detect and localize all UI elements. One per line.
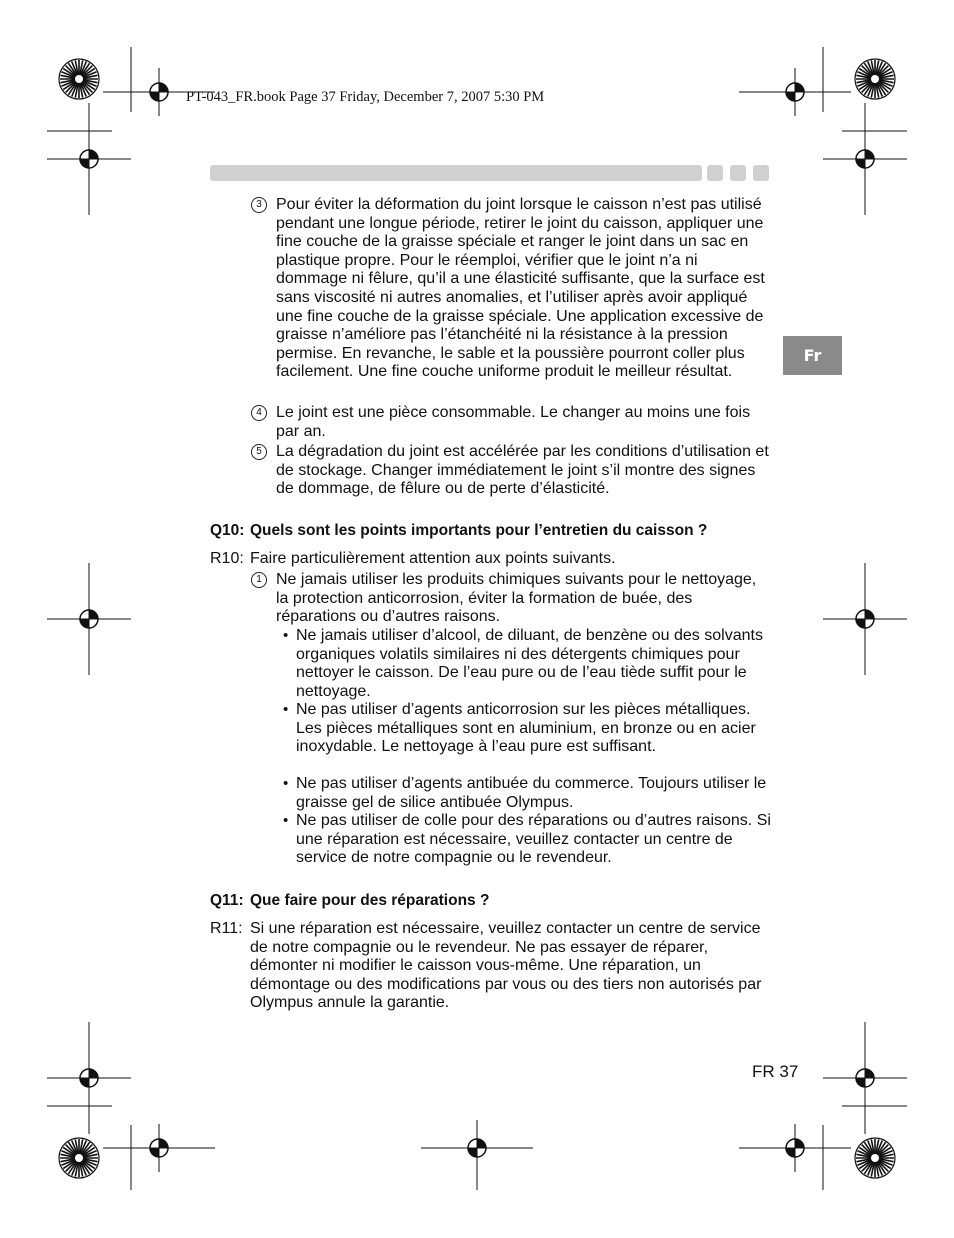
- answer-label: R11:: [210, 920, 243, 937]
- answer-text: Si une réparation est nécessaire, veuillez contacter un centre de service de notre compagnie ou le revendeur. Ne pas essayer de réparer, démonter ni modifier le caisson vous-même. Une réparation, un démontage ou des modifications par vous ou des tiers non autorisés par Olympus annule la garantie.: [250, 920, 762, 1012]
- question-label: Q11:: [210, 892, 244, 909]
- item-number: 4: [251, 405, 267, 421]
- question-q10: [210, 522, 707, 540]
- bullet-text: Ne jamais utiliser d’alcool, de diluant, de benzène ou des solvants organiques volatils similaires ni des détergents chimiques pour nettoyer le caisson. De l’eau pure ou de l’eau tiède suffit pour le nettoyage.: [296, 627, 763, 700]
- section-square: [707, 165, 723, 181]
- item-text: La dégradation du joint est accélérée par les conditions d’utilisation et de stockage. Changer immédiatement le joint s’il montre des signes de dommage, de fêlure ou de perte d’élasticité.: [276, 443, 769, 498]
- question-text: Quels sont les points importants pour l’entretien du caisson ?: [250, 522, 708, 539]
- answer-label: R10:: [210, 550, 244, 567]
- question-text: Que faire pour des réparations ?: [250, 892, 490, 909]
- bullet: •: [283, 627, 289, 644]
- item-text: Le joint est une pièce consommable. Le changer au moins une fois par an.: [276, 404, 751, 440]
- bullet: •: [283, 701, 289, 718]
- answer-intro: Faire particulièrement attention aux points suivants.: [250, 550, 616, 567]
- item-text: Ne jamais utiliser les produits chimiques suivants pour le nettoyage, la protection anticorrosion, éviter la formation de buée, des réparations ou d’autres raisons.: [276, 571, 757, 626]
- section-square: [730, 165, 746, 181]
- item-number: 3: [251, 197, 267, 213]
- item-number: 5: [251, 444, 267, 460]
- bullet-text: Ne pas utiliser de colle pour des réparations ou d’autres raisons. Si une réparation est nécessaire, veuillez contacter un centre de service de notre compagnie ou le revendeur.: [296, 812, 771, 867]
- question-label: Q10:: [210, 522, 245, 539]
- item-number: 1: [251, 572, 267, 588]
- question-q11: [210, 892, 489, 910]
- item-text: Pour éviter la déformation du joint lorsque le caisson n’est pas utilisé pendant une longue période, retirer le joint du caisson, appliquer une fine couche de la graisse spéciale et ranger le joint dans un sac en plastique propre. Pour le réemploi, vérifier que le joint n’a ni dommage ni fêlure, qu’il a une élasticité suffisante, que la surface est sans viscosité ni autres anomalies, et l’utiliser après avoir appliqué une fine couche de la graisse spéciale. Une application excessive de graisse n’améliore pas l’étanchéité ni la résistance à la pression permise. En revanche, le sable et la poussière pourront coller plus facilement. Une fine couche uniforme produit le meilleur résultat.: [276, 196, 765, 381]
- section-bar: [210, 165, 702, 181]
- section-square: [753, 165, 769, 181]
- language-tab: Fr: [783, 336, 842, 375]
- bullet-text: Ne pas utiliser d’agents antibuée du commerce. Toujours utiliser le graisse gel de silice antibuée Olympus.: [296, 775, 767, 811]
- page-number: FR 37: [752, 1062, 799, 1081]
- bullet: •: [283, 812, 289, 829]
- bullet-text: Ne pas utiliser d’agents anticorrosion sur les pièces métalliques. Les pièces métalliques sont en aluminium, en bronze ou en acier inoxydable. Le nettoyage à l’eau pure est suffisant.: [296, 701, 756, 756]
- bullet: •: [283, 775, 289, 792]
- print-header: PT-043_FR.book Page 37 Friday, December 7, 2007 5:30 PM: [186, 89, 545, 105]
